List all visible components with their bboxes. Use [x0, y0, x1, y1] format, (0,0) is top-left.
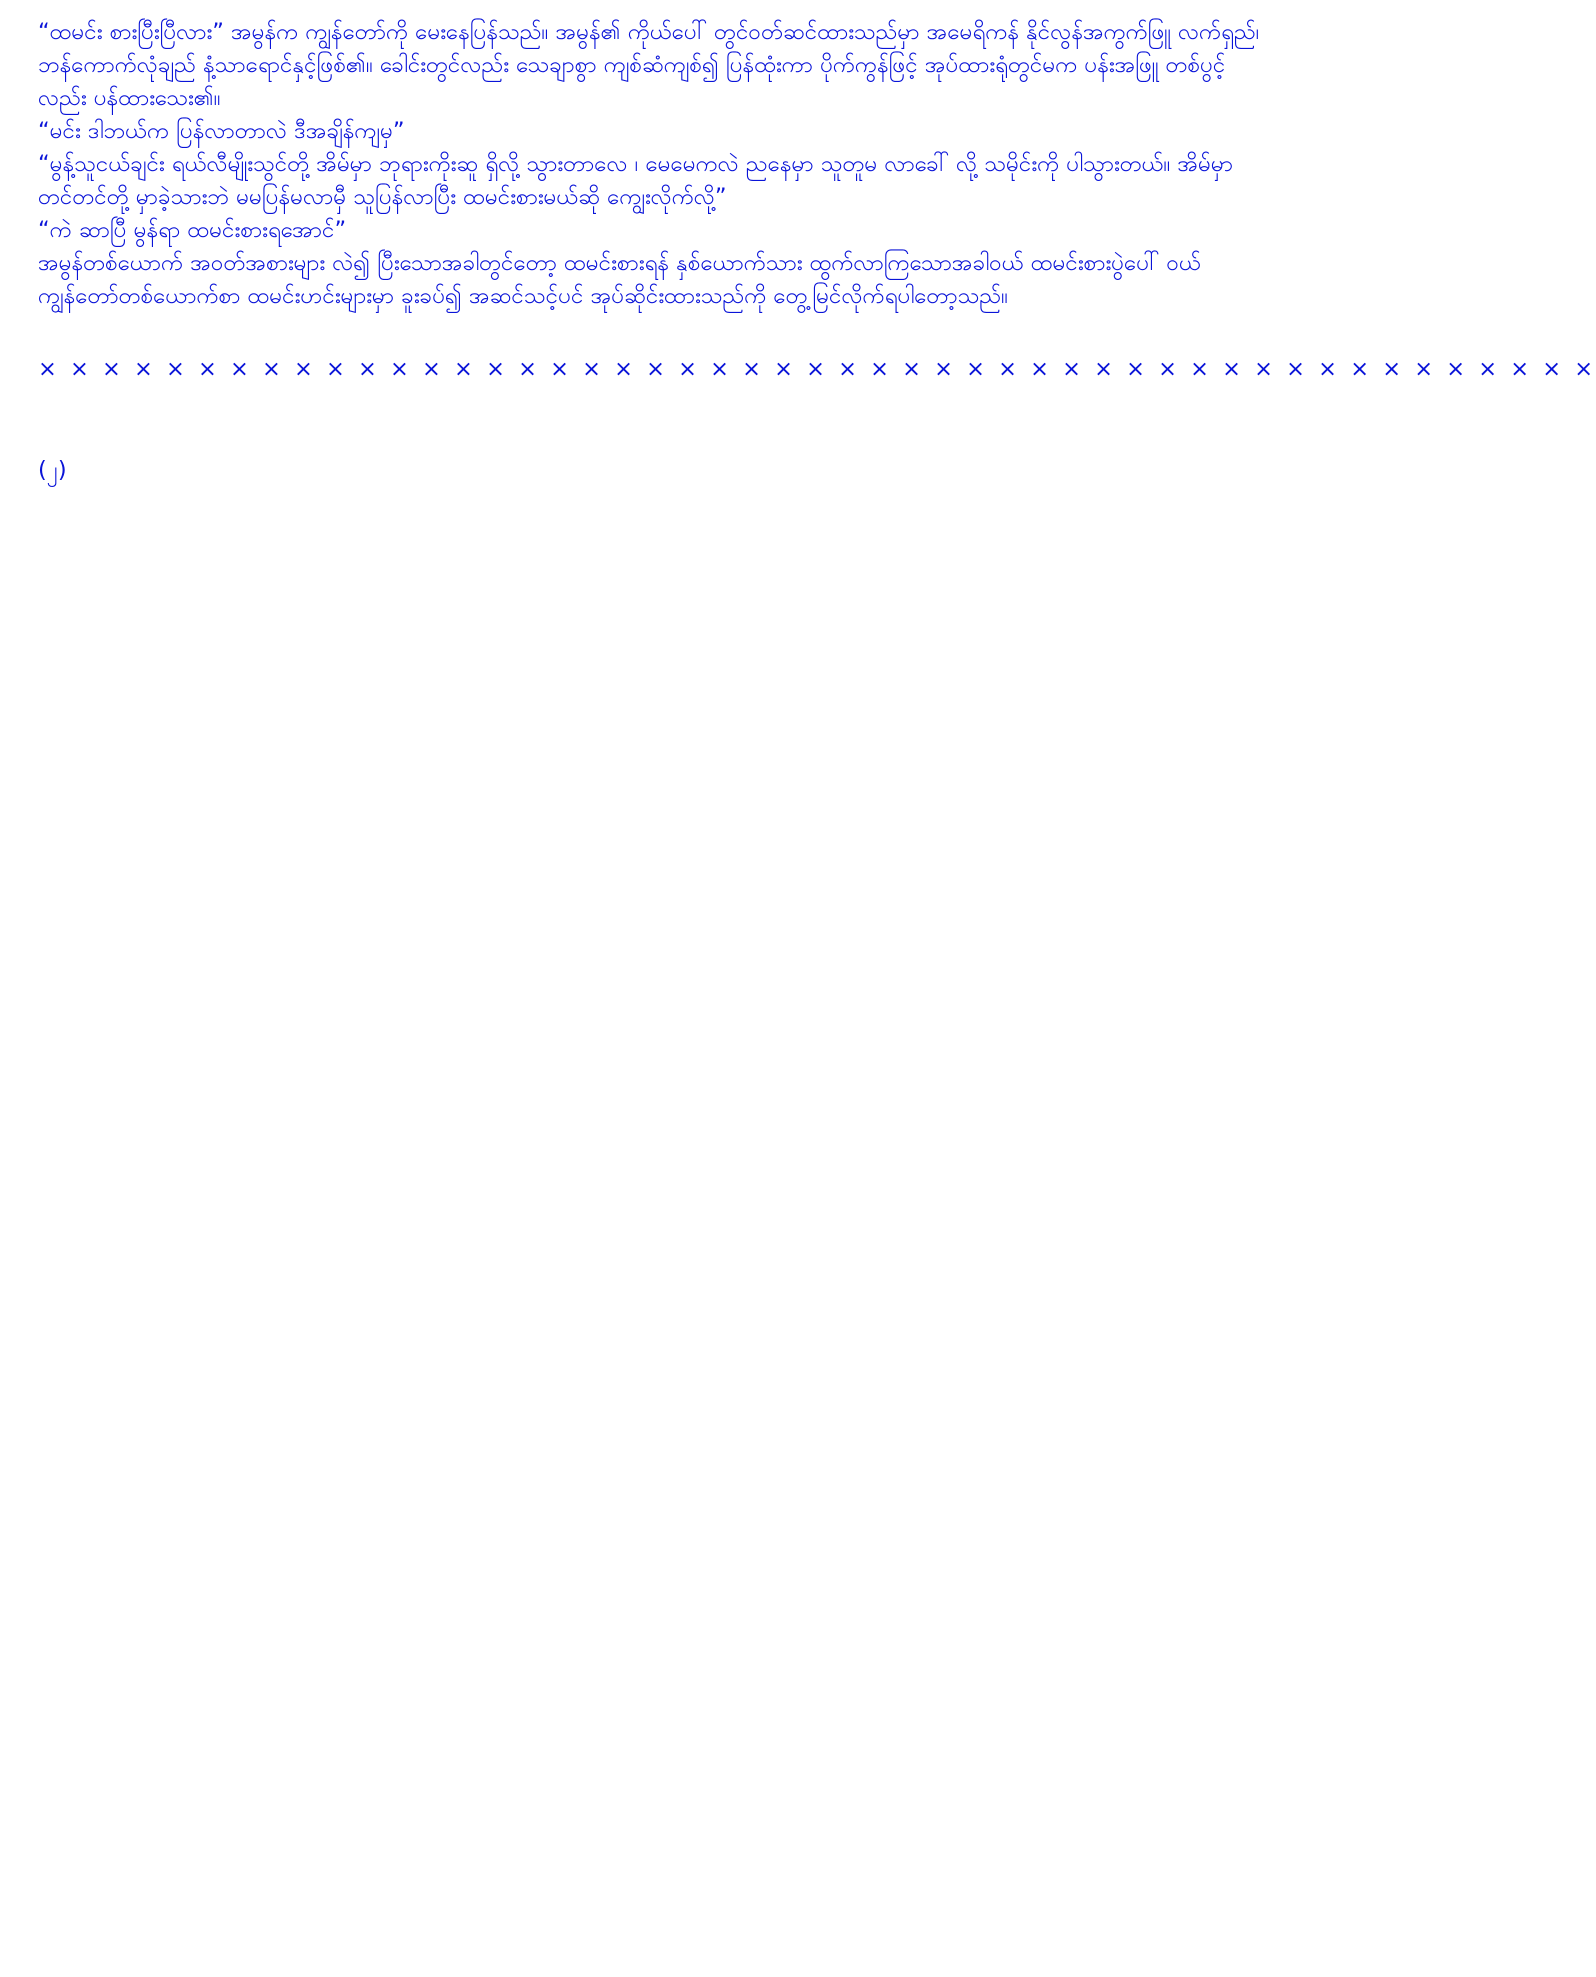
paragraph: “ကဲ ဆာပြီ မွန်ရာ ထမင်းစားရအောင်” — [38, 217, 347, 243]
section-divider: × × × × × × × × × × × × × × × × × × × × × × × × × × × × × × × × × × × × × × × × × × × × × × × × × — [38, 356, 1596, 382]
paragraph: “မွန့်သူငယ်ချင်း ရယ်လီမျိုးသွင်တို့ အိမ်မှာ ဘုရားကိုးဆူ ရှိလို့ သွားတာလေ ၊ မေမေကလဲ ညနေမှာ သူတူမ လာခေါ် လို့ သမိုင်းကို ပါသွားတယ်။ အိမ်မှာ တင်တင်တို့ မှာခဲ့သားဘဲ မမပြန်မလာမှီ သူပြန်လာပြီး ထမင်းစားမယ်ဆို ကျွေးလိုက်လို့” — [38, 151, 1234, 210]
paragraph: “ထမင်း စားပြီးပြီလား” အမွန်က ကျွန်တော်ကို မေးနေပြန်သည်။ အမွန်၏ ကိုယ်ပေါ် တွင်ဝတ်ဆင်ထားသည်မှာ အမေရိကန် နိုင်လွန်အကွက်ဖြူ လက်ရှည်၊ ဘန်ကောက်လုံချည် နံ့သာရောင်နှင့်ဖြစ်၏။ ခေါင်းတွင်လည်း သေချာစွာ ကျစ်ဆံကျစ်၍ ပြန်ထုံးကာ ပိုက်ကွန်ဖြင့် အုပ်ထားရုံတွင်မက ပန်းအဖြူ တစ်ပွင့်လည်း ပန်ထားသေး၏။ — [38, 19, 1260, 111]
story-section-one — [38, 16, 1266, 313]
paragraph: အမွန်တစ်ယောက် အဝတ်အစားများ လဲ၍ ပြီးသောအခါတွင်တော့ ထမင်းစားရန် နှစ်ယောက်သား ထွက်လာကြသောအခါဝယ် ထမင်းစားပွဲပေါ် ဝယ် ကျွန်တော်တစ်ယောက်စာ ထမင်းဟင်းများမှာ ခူးခပ်၍ အဆင်သင့်ပင် အုပ်ဆိုင်းထားသည်ကို တွေ့မြင်လိုက်ရပါတော့သည်။ — [38, 250, 1201, 309]
paragraph: “မင်း ဒါဘယ်က ပြန်လာတာလဲ ဒီအချိန်ကျမှ” — [38, 118, 405, 144]
chapter-number: (၂) — [38, 457, 67, 483]
